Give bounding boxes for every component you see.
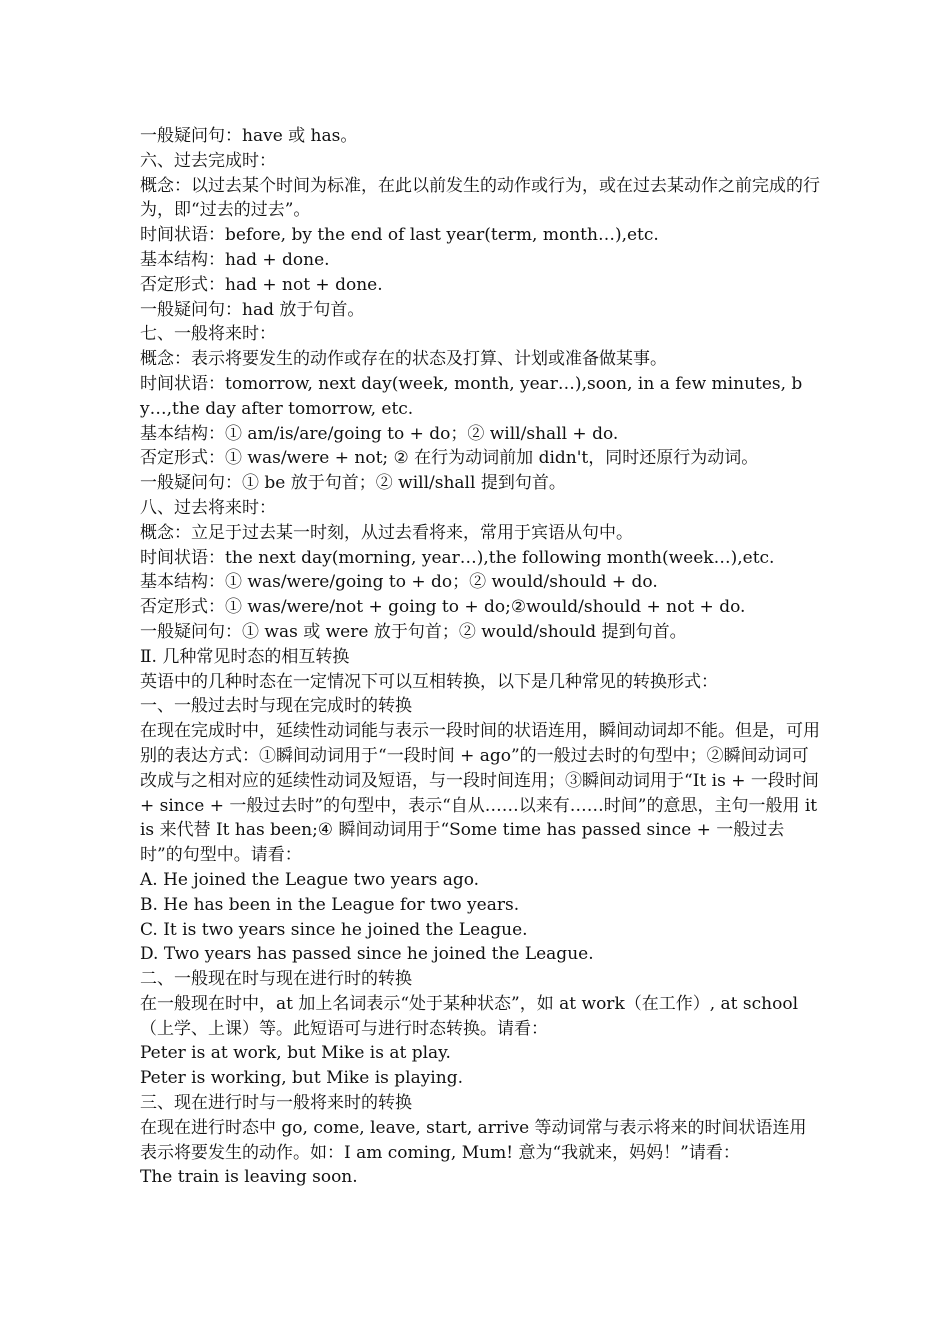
text-paragraph: 时间状语：tomorrow, next day(week, month, year…),soon, in a few minutes, by…,the day after tomorrow, etc. bbox=[140, 373, 803, 419]
text-line: 时间状语：before, by the end of last year(term, month…),etc. bbox=[140, 225, 659, 246]
part-heading: Ⅱ. 几种常见时态的相互转换 bbox=[140, 646, 350, 667]
text-line: 概念：立足于过去某一时刻，从过去看将来，常用于宾语从句中。 bbox=[140, 522, 633, 543]
text-line: 基本结构：① was/were/going to + do；② would/should + do. bbox=[140, 572, 658, 593]
example-sentence: A. He joined the League two years ago. bbox=[140, 869, 480, 890]
text-line: 否定形式：① was/were + not; ② 在行为动词前加 didn't，同时还原行为动词。 bbox=[140, 448, 759, 469]
section-heading: 七、一般将来时： bbox=[140, 324, 276, 345]
example-sentence: C. It is two years since he joined the League. bbox=[140, 919, 528, 940]
section-heading: 三、现在进行时与一般将来时的转换 bbox=[140, 1093, 412, 1114]
text-paragraph: 在现在完成时中，延续性动词能与表示一段时间的状语连用，瞬间动词却不能。但是，可用别的表达方式：①瞬间动词用于“一段时间 + ago”的一般过去时的句型中；②瞬间动词可改成与之相对应的延续性动词及短语，与一段时间连用；③瞬间动词用于“It is + 一段时间 + since + 一般过去时”的句型中，表示“自从……以来有……时间”的意思，主句一般用 it is 来代替 It has been;④ 瞬间动词用于“Some time has passed since + 一般过去时”的句型中。请看： bbox=[140, 721, 825, 866]
text-line: 概念：表示将要发生的动作或存在的状态及打算、计划或准备做某事。 bbox=[140, 349, 667, 370]
text-paragraph: 在一般现在时中，at 加上名词表示“处于某种状态”，如 at work（在工作）, at school（上学、上课）等。此短语可与进行时态转换。请看： bbox=[140, 993, 799, 1039]
document-body bbox=[140, 124, 825, 1190]
section-heading: 二、一般现在时与现在进行时的转换 bbox=[140, 969, 412, 990]
text-paragraph: 在现在进行时态中 go, come, leave, start, arrive 等动词常与表示将来的时间状语连用表示将要发生的动作。如：I am coming, Mum! 意为“我就来，妈妈！”请看： bbox=[140, 1117, 807, 1163]
example-sentence: The train is leaving soon. bbox=[140, 1167, 358, 1188]
section-heading: 六、过去完成时： bbox=[140, 150, 276, 171]
text-line: 一般疑问句：① be 放于句首；② will/shall 提到句首。 bbox=[140, 473, 566, 494]
text-line: 一般疑问句：have 或 has。 bbox=[140, 126, 358, 146]
text-line: 否定形式：① was/were/not + going to + do;②would/should + not + do. bbox=[140, 597, 746, 618]
text-line: 基本结构：had + done. bbox=[140, 249, 330, 270]
text-line: 一般疑问句：① was 或 were 放于句首；② would/should 提到句首。 bbox=[140, 621, 687, 642]
section-heading: 八、过去将来时： bbox=[140, 497, 276, 518]
example-sentence: D. Two years has passed since he joined the League. bbox=[140, 944, 594, 965]
text-line: 否定形式：had + not + done. bbox=[140, 274, 383, 295]
example-sentence: Peter is working, but Mike is playing. bbox=[140, 1068, 463, 1089]
text-paragraph: 概念：以过去某个时间为标准，在此以前发生的动作或行为，或在过去某动作之前完成的行为，即“过去的过去”。 bbox=[140, 175, 820, 221]
text-line: 英语中的几种时态在一定情况下可以互相转换，以下是几种常见的转换形式： bbox=[140, 671, 718, 692]
example-sentence: Peter is at work, but Mike is at play. bbox=[140, 1043, 451, 1064]
section-heading: 一、一般过去时与现在完成时的转换 bbox=[140, 696, 412, 717]
text-line: 时间状语：the next day(morning, year…),the following month(week…),etc. bbox=[140, 547, 775, 568]
example-sentence: B. He has been in the League for two years. bbox=[140, 894, 520, 915]
text-line: 一般疑问句：had 放于句首。 bbox=[140, 299, 365, 320]
text-line: 基本结构：① am/is/are/going to + do；② will/shall + do. bbox=[140, 423, 619, 444]
